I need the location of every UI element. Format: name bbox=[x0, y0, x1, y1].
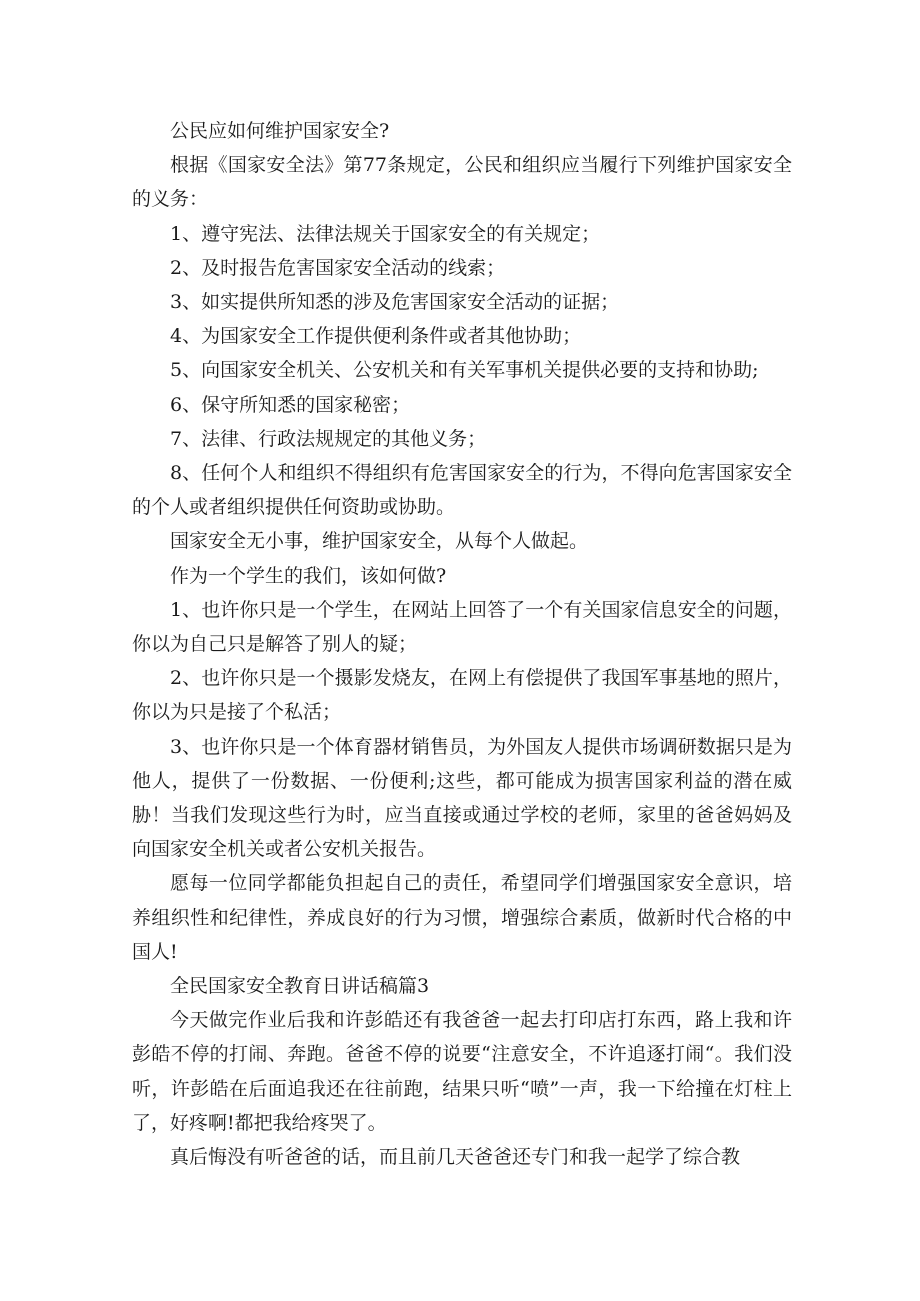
paragraph-duty-4: 4、为国家安全工作提供便利条件或者其他协助； bbox=[170, 325, 582, 348]
paragraph-story: 今天做完作业后我和许彭皓还有我爸爸一起去打印店打东西，路上我和许彭皓不停的打闹、奔跑。爸爸不停的说要“注意安全，不许追逐打闹“。我们没听，许彭皓在后面追我还在往前跑，结果只听“喷”一声，我一下给撞在灯柱上了，好疼啊!都把我给疼哭了。 bbox=[132, 1009, 792, 1134]
paragraph-duty-5: 5、向国家安全机关、公安机关和有关军事机关提供必要的支持和协助; bbox=[170, 359, 759, 382]
paragraph-duty-3: 3、如实提供所知悉的涉及危害国家安全活动的证据； bbox=[170, 291, 620, 314]
paragraph-duty-6: 6、保守所知悉的国家秘密； bbox=[170, 393, 411, 416]
paragraph-law-intro: 根据《国家安全法》第77条规定，公民和组织应当履行下列维护国家安全的义务： bbox=[132, 154, 792, 211]
paragraph-closing-wish: 愿每一位同学都能负担起自己的责任，希望同学们增强国家安全意识，培养组织性和纪律性，养成良好的行为习惯，增强综合素质，做新时代合格的中国人! bbox=[132, 872, 792, 963]
paragraph-example-1: 1、也许你只是一个学生，在网站上回答了一个有关国家信息安全的问题，你以为自己只是解答了别人的疑； bbox=[132, 598, 792, 656]
paragraph-student-question: 作为一个学生的我们，该如何做? bbox=[170, 564, 447, 587]
paragraph-duty-7: 7、法律、行政法规规定的其他义务； bbox=[170, 427, 487, 450]
document-body bbox=[132, 114, 792, 1174]
paragraph-example-3: 3、也许你只是一个体育器材销售员，为外国友人提供市场调研数据只是为他人，提供了一份数据、一份便利;这些，都可能成为损害国家利益的潜在威胁！当我们发现这些行为时，应当直接或通过学校的老师，家里的爸爸妈妈及向国家安全机关或者公安机关报告。 bbox=[132, 735, 792, 861]
paragraph-duty-8: 8、任何个人和组织不得组织有危害国家安全的行为，不得向危害国家安全的个人或者组织提供任何资助或协助。 bbox=[132, 462, 792, 519]
section-heading: 全民国家安全教育日讲话稿篇3 bbox=[170, 975, 430, 998]
paragraph-duty-1: 1、遵守宪法、法律法规关于国家安全的有关规定； bbox=[170, 222, 601, 245]
paragraph-regret: 真后悔没有听爸爸的话，而且前几天爸爸还专门和我一起学了综合教 bbox=[170, 1146, 741, 1169]
paragraph-duty-2: 2、及时报告危害国家安全活动的线索； bbox=[170, 256, 506, 279]
paragraph-no-small-matter: 国家安全无小事，维护国家安全，从每个人做起。 bbox=[170, 530, 589, 553]
paragraph-question-title: 公民应如何维护国家安全? bbox=[170, 120, 390, 142]
paragraph-example-2: 2、也许你只是一个摄影发烧友，在网上有偿提供了我国军事基地的照片，你以为只是接了个私活； bbox=[132, 667, 792, 724]
